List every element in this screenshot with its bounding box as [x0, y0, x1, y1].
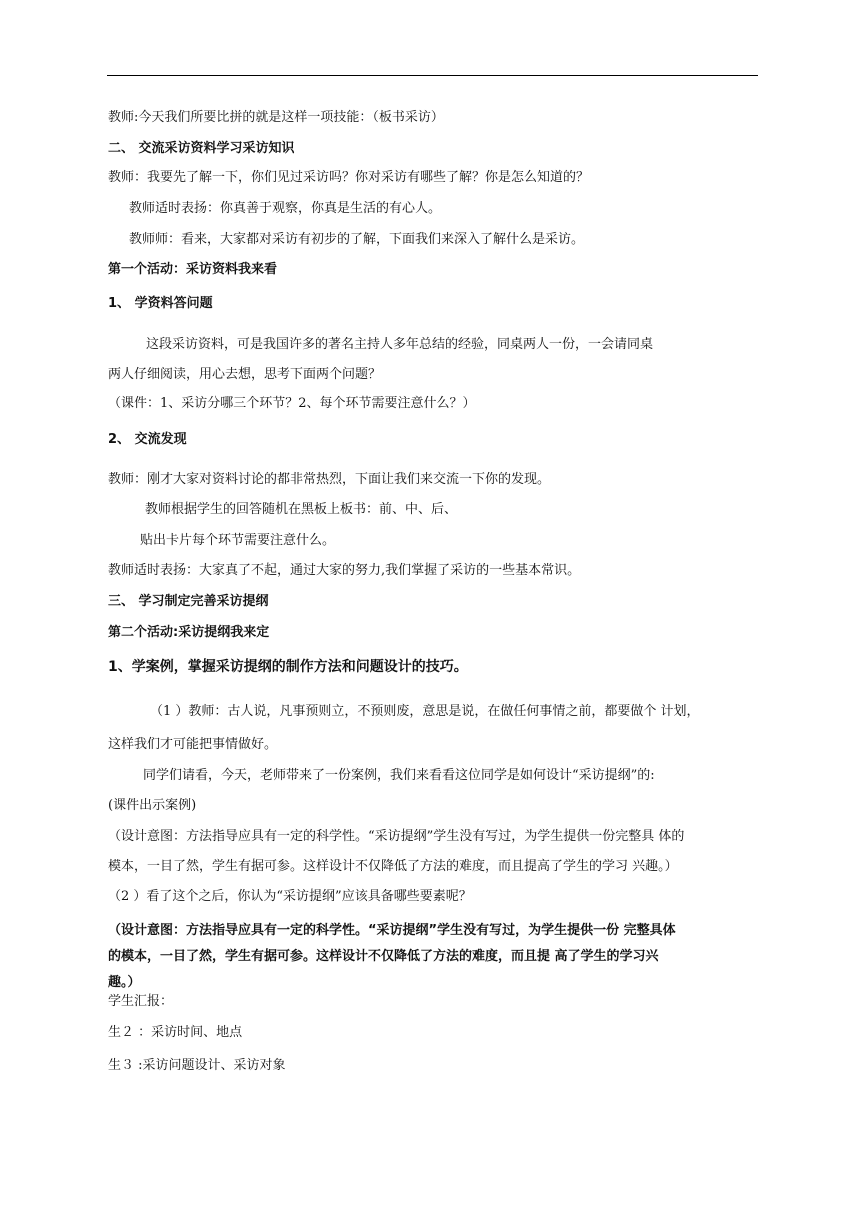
paragraph: 模本，一目了然，学生有据可参。这样设计不仅降低了方法的难度，而且提高了学生的学习 兴趣。）: [108, 859, 678, 874]
paragraph: 教师师：看来，大家都对采访有初步的了解，下面我们来深入了解什么是采访。: [129, 232, 585, 247]
subsection-heading: 1、学案例，掌握采访提纲的制作方法和问题设计的技巧。: [108, 659, 468, 675]
paragraph: 贴出卡片每个环节需要注意什么。: [140, 533, 336, 548]
paragraph: （设计意图：方法指导应具有一定的科学性。“采访提纲”学生没有写过，为学生提供一份完整具 体的: [108, 829, 685, 844]
paragraph: （课件：1、采访分哪三个环节？2、每个环节需要注意什么？）: [108, 396, 476, 411]
subsection-heading: 1、 学资料答问题: [108, 296, 213, 311]
paragraph: 教师：我要先了解一下，你们见过采访吗？你对采访有哪些了解？你是怎么知道的？: [108, 170, 590, 185]
paragraph: 教师:今天我们所要比拼的就是这样一项技能：（板书采访）: [108, 110, 444, 125]
paragraph: 学生汇报：: [108, 994, 174, 1009]
paragraph: 教师适时表扬：大家真了不起，通过大家的努力,我们掌握了采访的一些基本常识。: [108, 563, 581, 578]
section-heading: 三、 学习制定完善采访提纲: [108, 594, 269, 609]
paragraph: （2 ）看了这个之后，你认为“采访提纲”应该具备哪些要素呢？: [108, 889, 472, 904]
section-heading: 二、 交流采访资料学习采访知识: [108, 141, 295, 156]
header-rule: [107, 75, 758, 76]
paragraph: 教师适时表扬：你真善于观察，你真是生活的有心人。: [129, 201, 442, 216]
subsection-heading: 2、 交流发现: [108, 432, 187, 447]
paragraph: 两人仔细阅读，用心去想，思考下面两个问题？: [108, 367, 382, 382]
paragraph: 教师：刚才大家对资料讨论的都非常热烈，下面让我们来交流一下你的发现。: [108, 472, 551, 487]
paragraph: （1 ）教师：古人说，凡事预则立，不预则废，意思是说，在做任何事情之前，都要做个 计划，: [150, 704, 700, 719]
paragraph: 生２ ：采访时间、地点: [108, 1025, 243, 1040]
paragraph: 这样我们才可能把事情做好。: [108, 737, 278, 752]
paragraph: 这段采访资料，可是我国许多的著名主持人多年总结的经验，同桌两人一份，一会请同桌: [146, 337, 654, 352]
paragraph: (课件出示案例): [108, 798, 197, 813]
activity-heading: 第二个活动:采访提纲我来定: [108, 625, 270, 640]
paragraph: 同学们请看，今天，老师带来了一份案例，我们来看看这位同学是如何设计“采访提纲”的:: [143, 768, 655, 783]
activity-heading: 第一个活动：采访资料我来看: [108, 262, 278, 277]
design-note-bold: （设计意图：方法指导应具有一定的科学性。“采访提纲”学生没有写过，为学生提供一份 完整具体: [108, 923, 676, 938]
paragraph: 教师根据学生的回答随机在黑板上板书：前、中、后、: [145, 502, 458, 517]
paragraph: 生３ :采访问题设计、采访对象: [108, 1058, 286, 1073]
design-note-bold: 的模本，一目了然，学生有据可参。这样设计不仅降低了方法的难度，而且提 高了学生的学习兴: [108, 949, 659, 964]
design-note-bold: 趣。）: [108, 975, 141, 990]
